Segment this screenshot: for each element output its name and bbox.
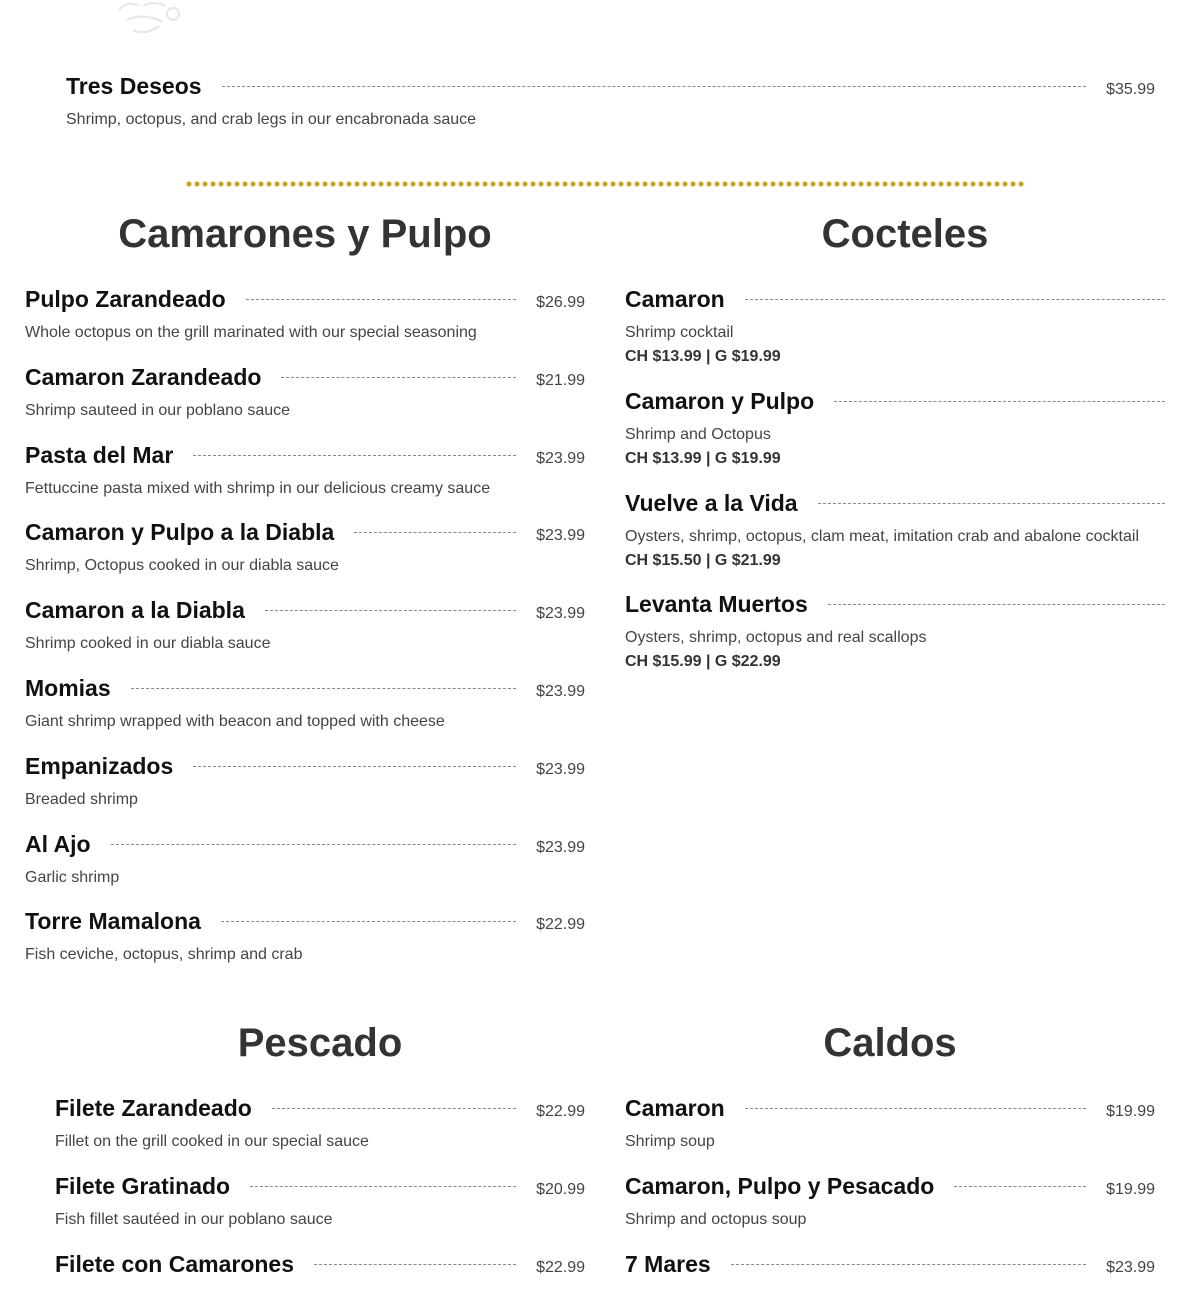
- item-name: Momias: [25, 675, 111, 701]
- item-description: Giant shrimp wrapped with beacon and topped with cheese: [25, 713, 445, 730]
- item-price: $22.99: [536, 1103, 585, 1120]
- menu-item: [25, 519, 585, 577]
- dotted-leader: [131, 688, 516, 689]
- dotted-leader: [954, 1186, 1086, 1187]
- menu-item-tres-deseos: [66, 73, 1155, 131]
- dotted-leader: [246, 299, 516, 300]
- item-description: Fish ceviche, octopus, shrimp and crab: [25, 946, 303, 963]
- item-name: Vuelve a la Vida: [625, 490, 798, 516]
- item-description: Shrimp, octopus, and crab legs in our encabronada sauce: [66, 111, 477, 128]
- menu-item: [25, 675, 585, 733]
- item-description: Oysters, shrimp, octopus and real scallops: [625, 629, 927, 646]
- item-price: $23.99: [536, 683, 585, 700]
- dotted-leader: [828, 604, 1165, 605]
- section-title-cocteles: Cocteles: [821, 212, 989, 256]
- item-name: Levanta Muertos: [625, 591, 808, 617]
- item-description: Fillet on the grill cooked in our special sauce: [55, 1133, 369, 1150]
- item-name: Filete con Camarones: [55, 1251, 295, 1277]
- gold-dotted-divider: [185, 181, 1025, 187]
- item-description: Whole octopus on the grill marinated with our special seasoning: [25, 324, 477, 341]
- item-price: $19.99: [1106, 1103, 1155, 1120]
- item-size-prices: CH $13.99 | G $19.99: [625, 450, 781, 467]
- item-price: $22.99: [536, 916, 585, 933]
- dotted-leader: [193, 455, 516, 456]
- item-name: Al Ajo: [25, 831, 91, 857]
- menu-item: [25, 442, 585, 500]
- item-name: Camaron Zarandeado: [25, 364, 262, 390]
- dotted-leader: [193, 766, 516, 767]
- dotted-leader: [354, 532, 516, 533]
- item-name: Filete Zarandeado: [55, 1095, 252, 1121]
- item-price: $23.99: [536, 527, 585, 544]
- dotted-leader: [818, 503, 1165, 504]
- menu-item: [625, 490, 1165, 572]
- item-size-prices: CH $15.50 | G $21.99: [625, 552, 781, 569]
- dotted-leader: [250, 1186, 516, 1187]
- section-title-pescado: Pescado: [237, 1021, 403, 1065]
- item-price: $35.99: [1106, 81, 1155, 98]
- item-price: $23.99: [1106, 1259, 1155, 1276]
- section-title-caldos: Caldos: [823, 1021, 957, 1065]
- item-size-prices: CH $13.99 | G $19.99: [625, 348, 781, 365]
- menu-item: [25, 597, 585, 655]
- item-size-prices: CH $15.99 | G $22.99: [625, 653, 781, 670]
- dotted-leader: [221, 921, 516, 922]
- item-name: Camaron y Pulpo a la Diabla: [25, 519, 335, 545]
- dotted-leader: [745, 299, 1165, 300]
- menu-item: [625, 286, 1165, 368]
- menu-item: [55, 1173, 585, 1231]
- menu-item: [625, 1251, 1155, 1278]
- item-description: Shrimp, Octopus cooked in our diabla sauce: [25, 557, 339, 574]
- menu-item: [25, 908, 585, 966]
- item-description: Breaded shrimp: [25, 791, 138, 808]
- menu-item: [25, 286, 585, 344]
- item-price: $19.99: [1106, 1181, 1155, 1198]
- dotted-leader: [834, 401, 1165, 402]
- menu-item: [25, 831, 585, 889]
- menu-item: [625, 591, 1165, 673]
- dotted-leader: [731, 1264, 1086, 1265]
- section-title-camarones-y-pulpo: Camarones y Pulpo: [118, 212, 492, 256]
- item-price: $23.99: [536, 761, 585, 778]
- item-description: Oysters, shrimp, octopus, clam meat, imitation crab and abalone cocktail: [625, 528, 1139, 545]
- item-description: Fettuccine pasta mixed with shrimp in our delicious creamy sauce: [25, 480, 491, 497]
- item-description: Shrimp and Octopus: [625, 426, 771, 443]
- item-price: $26.99: [536, 294, 585, 311]
- item-description: Shrimp and octopus soup: [625, 1211, 807, 1228]
- item-price: $23.99: [536, 839, 585, 856]
- item-name: Camaron, Pulpo y Pesacado: [625, 1173, 935, 1199]
- dotted-leader: [265, 610, 516, 611]
- item-name: 7 Mares: [625, 1251, 711, 1277]
- item-description: Shrimp cooked in our diabla sauce: [25, 635, 271, 652]
- dotted-leader: [222, 86, 1087, 87]
- item-name: Tres Deseos: [66, 73, 202, 99]
- dotted-leader: [314, 1264, 516, 1265]
- menu-item: [25, 753, 585, 811]
- menu-item: [625, 1173, 1155, 1231]
- item-name: Camaron: [625, 286, 725, 312]
- dotted-leader: [281, 377, 516, 378]
- item-name: Camaron a la Diabla: [25, 597, 245, 623]
- item-name: Torre Mamalona: [25, 908, 201, 934]
- item-price: $20.99: [536, 1181, 585, 1198]
- item-name: Camaron y Pulpo: [625, 388, 815, 414]
- item-name: Filete Gratinado: [55, 1173, 231, 1199]
- item-name: Empanizados: [25, 753, 174, 779]
- menu-item: [55, 1251, 585, 1278]
- menu-item: [625, 1095, 1155, 1153]
- dotted-leader: [745, 1108, 1086, 1109]
- menu-item: [55, 1095, 585, 1153]
- item-description: Shrimp sauteed in our poblano sauce: [25, 402, 291, 419]
- dotted-leader: [272, 1108, 516, 1109]
- item-name: Pulpo Zarandeado: [25, 286, 226, 312]
- item-description: Fish fillet sautéed in our poblano sauce: [55, 1211, 333, 1228]
- item-price: $23.99: [536, 605, 585, 622]
- menu-item: [625, 388, 1165, 470]
- item-price: $21.99: [536, 372, 585, 389]
- item-price: $22.99: [536, 1259, 585, 1276]
- item-name: Pasta del Mar: [25, 442, 174, 468]
- item-price: $23.99: [536, 450, 585, 467]
- dotted-leader: [111, 844, 516, 845]
- menu-item: [25, 364, 585, 422]
- item-description: Garlic shrimp: [25, 869, 120, 886]
- item-description: Shrimp cocktail: [625, 324, 734, 341]
- restaurant-logo: [105, 0, 195, 38]
- item-name: Camaron: [625, 1095, 725, 1121]
- item-description: Shrimp soup: [625, 1133, 715, 1150]
